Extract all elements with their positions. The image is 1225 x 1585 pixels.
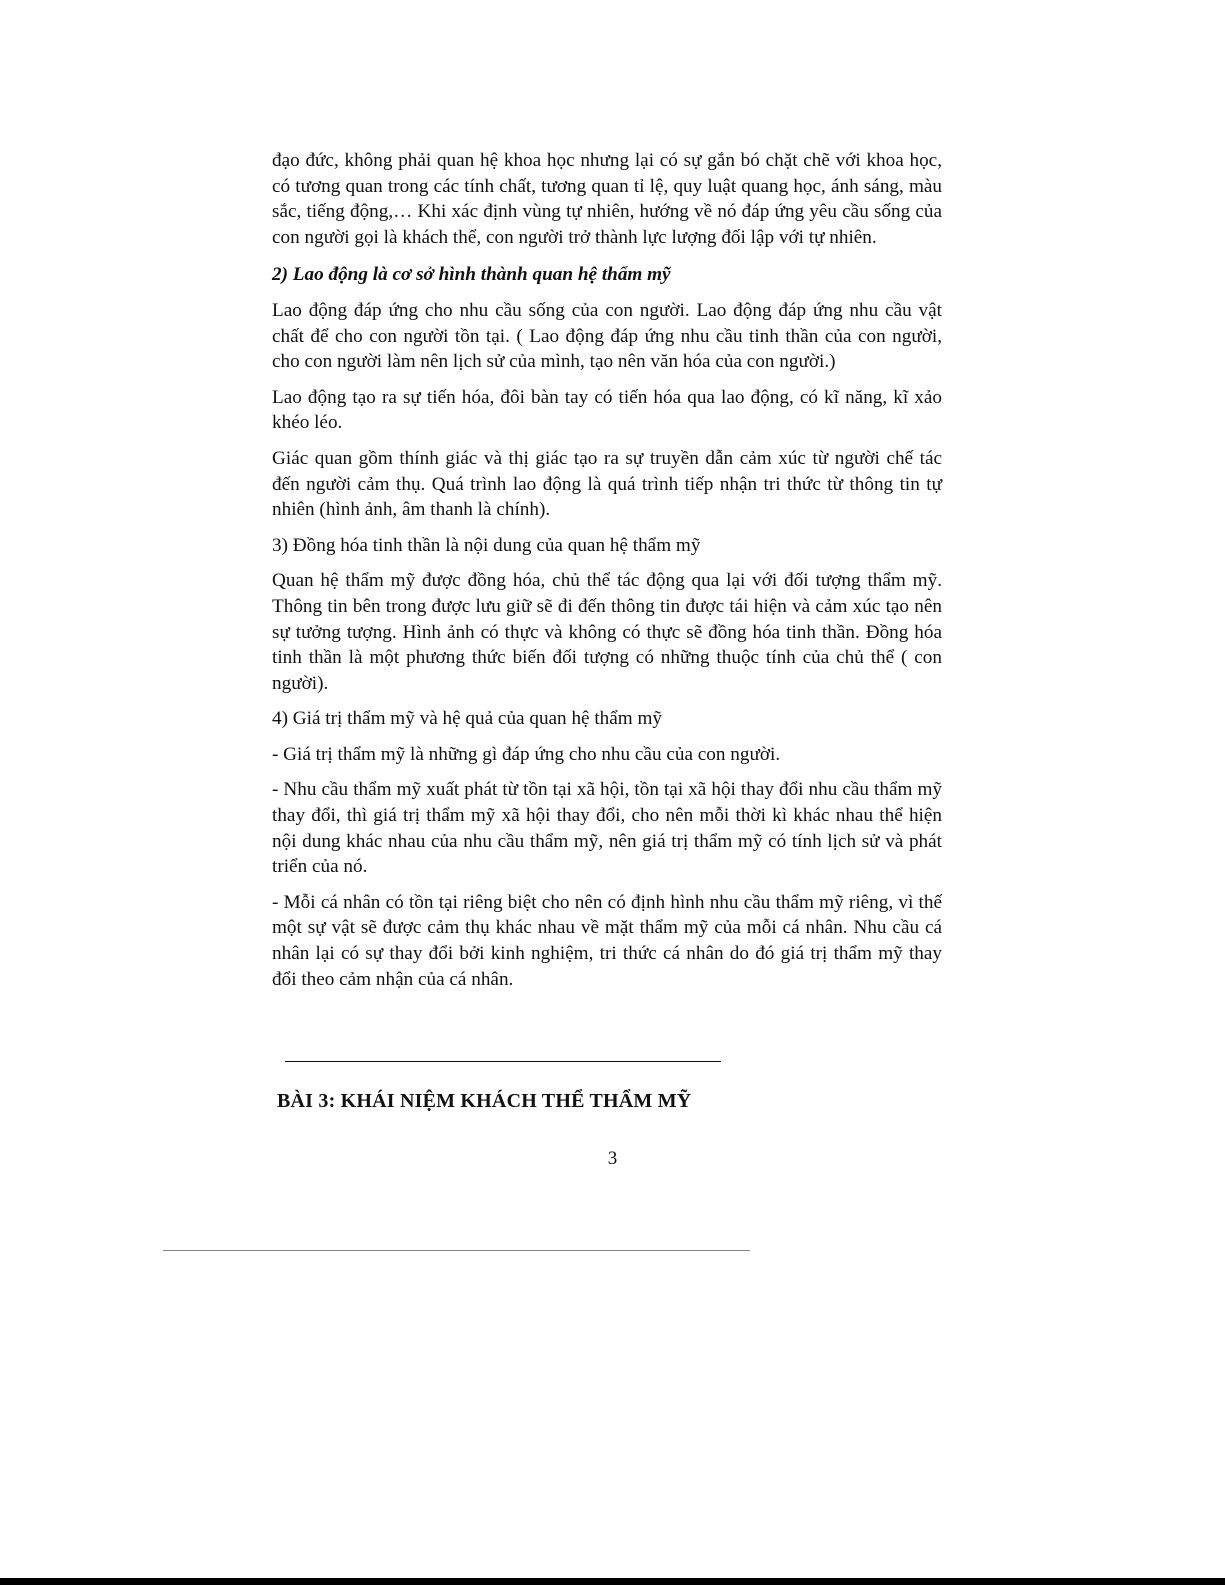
chapter-title: BÀI 3: KHÁI NIỆM KHÁCH THỂ THẨM MỸ (277, 1090, 692, 1112)
paragraph: - Mỗi cá nhân có tồn tại riêng biệt cho nên có định hình nhu cầu thẩm mỹ riêng, vì thế một sự vật sẽ được cảm thụ khác nhau về mặt thẩm mỹ của mỗi cá nhân. Nhu cầu cá nhân lại có sự thay đổi bởi kinh nghiệm, tri thức cá nhân do đó giá trị thẩm mỹ thay đổi theo cảm nhận của cá nhân. (272, 891, 942, 990)
page-bottom-line (163, 1250, 750, 1251)
paragraph: đạo đức, không phải quan hệ khoa học nhưng lại có sự gắn bó chặt chẽ với khoa học, có tương quan trong các tính chất, tương quan tỉ lệ, quy luật quang học, ánh sáng, màu sắc, tiếng động,… Khi xác định vùng tự nhiên, hướng về nó đáp ứng yêu cầu sống của con người gọi là khách thể, con người trở thành lực lượng đối lập với tự nhiên. (272, 150, 942, 248)
section-heading: 4) Giá trị thẩm mỹ và hệ quả của quan hệ thẩm mỹ (272, 708, 663, 730)
section-divider (285, 1061, 721, 1062)
paragraph: Quan hệ thẩm mỹ được đồng hóa, chủ thể tác động qua lại với đối tượng thẩm mỹ. Thông tin bên trong được lưu giữ sẽ đi đến thông tin được tái hiện và cảm xúc tạo nên sự tưởng tượng. Hình ảnh có thực và không có thực sẽ đồng hóa tinh thần. Đồng hóa tinh thần là một phương thức biến đối tượng có những thuộc tính của chủ thể ( con người). (272, 570, 942, 694)
section-heading: 2) Lao động là cơ sở hình thành quan hệ thẩm mỹ (272, 264, 671, 286)
section-heading: 3) Đồng hóa tinh thần là nội dung của quan hệ thẩm mỹ (272, 534, 701, 556)
paragraph: - Nhu cầu thẩm mỹ xuất phát từ tồn tại xã hội, tồn tại xã hội thay đổi nhu cầu thẩm mỹ thay đổi, thì giá trị thẩm mỹ xã hội thay đổi, cho nên mỗi thời kì khác nhau thể hiện nội dung khác nhau của nhu cầu thẩm mỹ, nên giá trị thẩm mỹ có tính lịch sử và phát triển của nó. (272, 779, 942, 878)
paragraph: - Giá trị thẩm mỹ là những gì đáp ứng cho nhu cầu của con người. (272, 743, 781, 765)
paragraph: Giác quan gồm thính giác và thị giác tạo ra sự truyền dẫn cảm xúc từ người chế tác đến người cảm thụ. Quá trình lao động là quá trình tiếp nhận tri thức từ thông tin tự nhiên (hình ảnh, âm thanh là chính). (272, 447, 942, 521)
page-number: 3 (607, 1148, 618, 1169)
paragraph: Lao động đáp ứng cho nhu cầu sống của con người. Lao động đáp ứng nhu cầu vật chất để cho con người tồn tại. ( Lao động đáp ứng nhu cầu tinh thần của con người, cho con người làm nên lịch sử của mình, tạo nên văn hóa của con người.) (272, 299, 942, 373)
scan-edge-bar (0, 1578, 1225, 1585)
paragraph: Lao động tạo ra sự tiến hóa, đôi bàn tay có tiến hóa qua lao động, có kĩ năng, kĩ xảo khéo léo. (272, 386, 942, 434)
document-body (272, 148, 942, 1002)
